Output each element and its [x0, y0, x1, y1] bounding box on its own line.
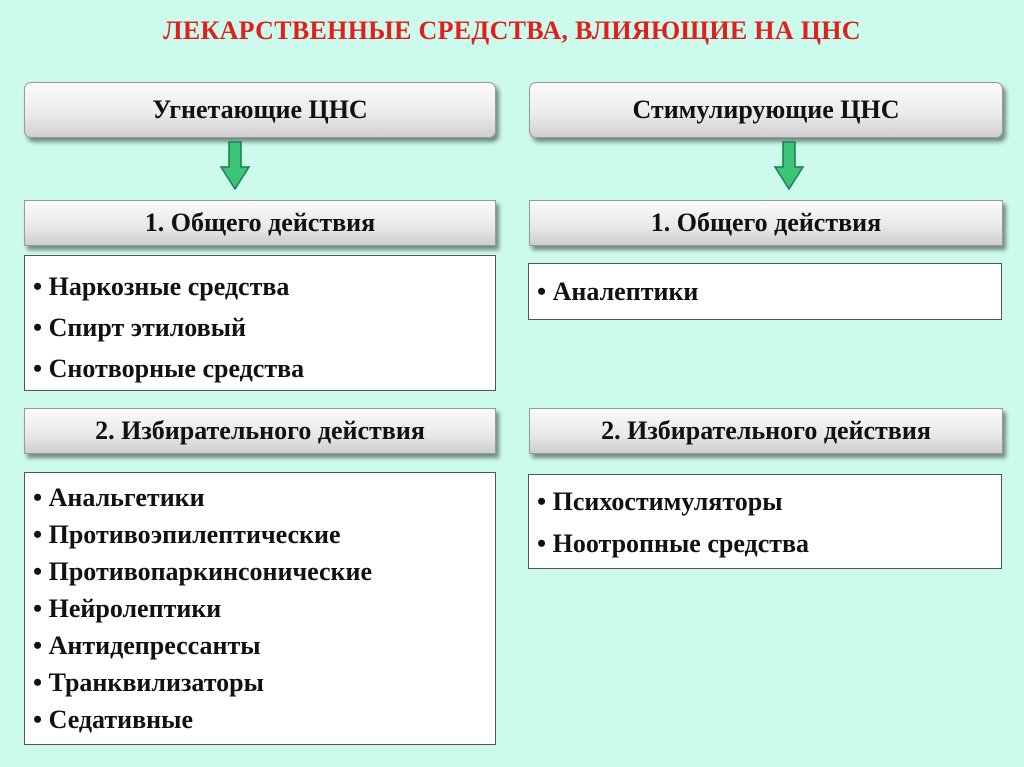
- stimulants-header-label: Стимулирующие ЦНС: [632, 95, 900, 124]
- list-item: • Спирт этиловый: [33, 307, 495, 348]
- stimulants-selective-heading-label: 2. Избирательного действия: [601, 416, 931, 445]
- list-item: • Аналептики: [537, 274, 1001, 310]
- depressants-general-heading: [24, 200, 496, 246]
- stimulants-header: [529, 82, 1003, 138]
- depressants-selective-heading: [24, 408, 496, 454]
- list-item: • Психостимуляторы: [537, 481, 1001, 523]
- right-arrow-icon: [773, 141, 805, 191]
- stimulants-general-heading: [529, 200, 1003, 246]
- page-title: ЛЕКАРСТВЕННЫЕ СРЕДСТВА, ВЛИЯЮЩИЕ НА ЦНС: [163, 16, 861, 45]
- depressants-general-list: [24, 255, 496, 391]
- list-item: • Антидепрессанты: [33, 627, 495, 664]
- stimulants-selective-list: [528, 474, 1002, 569]
- list-item: • Снотворные средства: [33, 348, 495, 389]
- depressants-header-label: Угнетающие ЦНС: [152, 95, 368, 124]
- list-item: • Противоэпилептические: [33, 516, 495, 553]
- stimulants-general-list: [528, 263, 1002, 320]
- list-item: • Транквилизаторы: [33, 664, 495, 701]
- list-item: • Нейролептики: [33, 590, 495, 627]
- depressants-selective-list: [24, 472, 496, 745]
- stimulants-general-heading-label: 1. Общего действия: [650, 208, 882, 237]
- list-item: • Ноотропные средства: [537, 523, 1001, 565]
- depressants-header: [24, 82, 496, 138]
- depressants-general-heading-label: 1. Общего действия: [144, 208, 376, 237]
- list-item: • Противопаркинсонические: [33, 553, 495, 590]
- stimulants-selective-heading: [529, 408, 1003, 454]
- list-item: • Седативные: [33, 701, 495, 738]
- left-arrow-icon: [219, 141, 251, 191]
- list-item: • Наркозные средства: [33, 266, 495, 307]
- depressants-selective-heading-label: 2. Избирательного действия: [95, 416, 425, 445]
- list-item: • Анальгетики: [33, 479, 495, 516]
